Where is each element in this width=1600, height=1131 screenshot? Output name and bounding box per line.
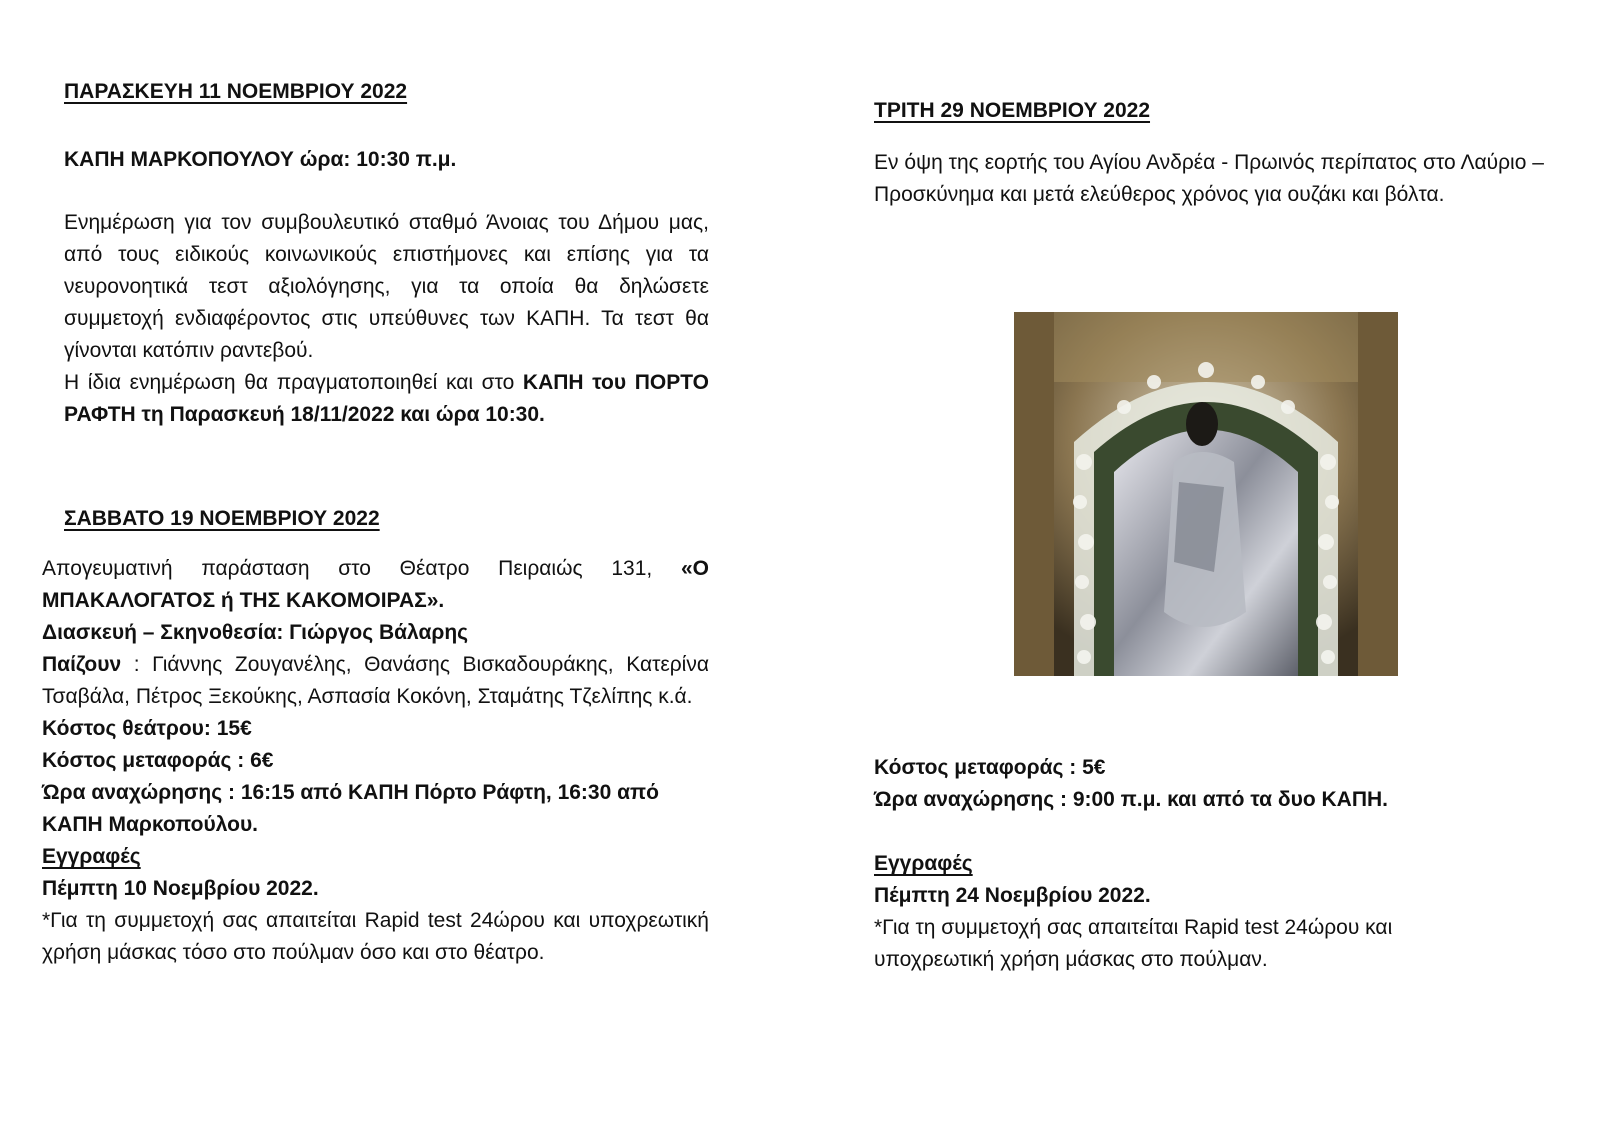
saturday-registrations-date: Πέμπτη 10 Νοεμβρίου 2022.: [42, 877, 319, 900]
friday-repeat-bold: ΚΑΠΗ του ΠΟΡΤΟ ΡΑΦΤΗ τη Παρασκευή 18/11/2022 και ώρα 10:30.: [64, 371, 709, 426]
saturday-show-text: Απογευματινή παράσταση στο Θέατρο Πειραιώς 131,: [42, 557, 681, 580]
friday-repeat-text: Η ίδια ενημέρωση θα πραγματοποιηθεί και στο: [64, 371, 523, 394]
saturday-cast: [42, 649, 709, 713]
icon-photo: [1014, 312, 1398, 676]
friday-venue-time: ΚΑΠΗ ΜΑΡΚΟΠΟΥΛΟΥ ώρα: 10:30 π.μ.: [64, 148, 457, 171]
tuesday-heading: ΤΡΙΤΗ 29 ΝΟΕΜΒΡΙΟΥ 2022: [874, 99, 1151, 122]
friday-heading: ΠΑΡΑΣΚΕΥΗ 11 ΝΟΕΜΒΡΙΟΥ 2022: [64, 80, 408, 103]
saturday-registrations-label: Εγγραφές: [42, 845, 141, 868]
icon-photo-svg: [1014, 312, 1398, 676]
saturday-direction: Διασκευή – Σκηνοθεσία: Γιώργος Βάλαρης: [42, 621, 469, 644]
tuesday-body: Εν όψη της εορτής του Αγίου Ανδρέα - Πρωινός περίπατος στο Λαύριο – Προσκύνημα και μετά ελεύθερος χρόνος για ουζάκι και βόλτα.: [874, 151, 1544, 206]
saturday-show-title: «Ο ΜΠΑΚΑΛΟΓΑΤΟΣ ή ΤΗΣ ΚΑΚΟΜΟΙΡΑΣ».: [42, 557, 709, 612]
tuesday-registrations-date: Πέμπτη 24 Νοεμβρίου 2022.: [874, 884, 1151, 907]
tuesday-spacer: [874, 816, 1554, 848]
tuesday-registrations-label: Εγγραφές: [874, 852, 973, 875]
saturday-cast-label: Παίζουν: [42, 653, 122, 676]
saturday-cast-text: : Γιάννης Ζουγανέλης, Θανάσης Βισκαδουράκης, Κατερίνα Τσαβάλα, Πέτρος Ξεκούκης, Ασπασία Κοκόνη, Σταμάτης Τζελίπης κ.ά.: [42, 653, 709, 708]
saturday-departure: Ώρα αναχώρησης : 16:15 από ΚΑΠΗ Πόρτο Ράφτη, 16:30 από ΚΑΠΗ Μαρκοπούλου.: [42, 781, 659, 836]
saturday-note: *Για τη συμμετοχή σας απαιτείται Rapid test 24ώρου και υποχρεωτική χρήση μάσκας τόσο στο πούλμαν όσο και στο θέατρο.: [42, 909, 709, 964]
saturday-heading: ΣΑΒΒΑΤΟ 19 ΝΟΕΜΒΡΙΟΥ 2022: [64, 507, 380, 530]
saturday-theatre-cost: Κόστος θεάτρου: 15€: [42, 717, 252, 740]
tuesday-details: [874, 752, 1554, 976]
tuesday-note: *Για τη συμμετοχή σας απαιτείται Rapid test 24ώρου και υποχρεωτική χρήση μάσκας στο πούλμαν.: [874, 916, 1393, 971]
saturday-transport-cost: Κόστος μεταφοράς : 6€: [42, 749, 274, 772]
friday-repeat: [64, 367, 709, 431]
tuesday-transport-cost: Κόστος μεταφοράς : 5€: [874, 756, 1106, 779]
friday-body: Ενημέρωση για τον συμβουλευτικό σταθμό Άνοιας του Δήμου μας, από τους ειδικούς κοινωνικούς επιστήμονες και επίσης για τα νευρονοητικά τεστ αξιολόγησης, για τα οποία θα δηλώσετε συμμετοχή ενδιαφέροντος στις υπεύθυνες των ΚΑΠΗ. Τα τεστ θα γίνονται κατόπιν ραντεβού.: [64, 211, 709, 362]
saturday-details: [42, 553, 709, 969]
tuesday-departure: Ώρα αναχώρησης : 9:00 π.μ. και από τα δυο ΚΑΠΗ.: [874, 788, 1388, 811]
saturday-show: [42, 553, 709, 617]
friday-description: [64, 207, 709, 431]
